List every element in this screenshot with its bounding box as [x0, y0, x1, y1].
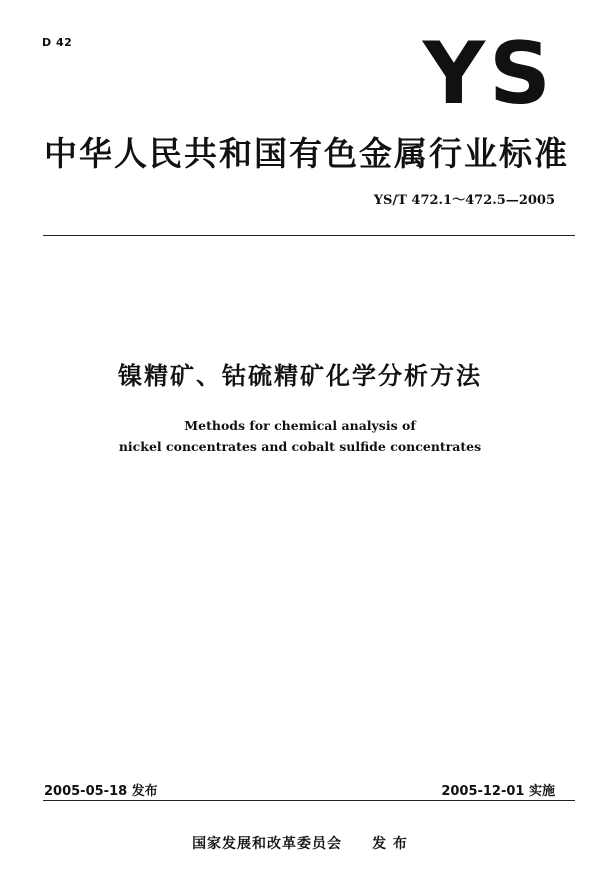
publisher [0, 833, 600, 853]
english-title-line-2: nickel concentrates and cobalt sulfide concentrates [118, 439, 482, 454]
standard-title: 中华人民共和国有色金属行业标准 [44, 134, 569, 173]
document-title-english [0, 415, 600, 457]
top-divider [43, 235, 575, 236]
issuer-action: 发 布 [372, 836, 408, 852]
implement-date: 2005-12-01 实施 [441, 784, 555, 799]
issuer-name: 国家发展和改革委员会 [192, 836, 343, 852]
ys-logo: YS [422, 24, 555, 124]
bottom-divider [43, 800, 575, 801]
english-title-line-1: Methods for chemical analysis of [184, 418, 416, 433]
issue-date: 2005-05-18 发布 [44, 784, 158, 799]
classification-code: D 42 [42, 36, 73, 49]
document-title-chinese: 镍精矿、钴硫精矿化学分析方法 [118, 362, 482, 390]
standard-number: YS/T 472.1～472.5—2005 [373, 193, 555, 208]
